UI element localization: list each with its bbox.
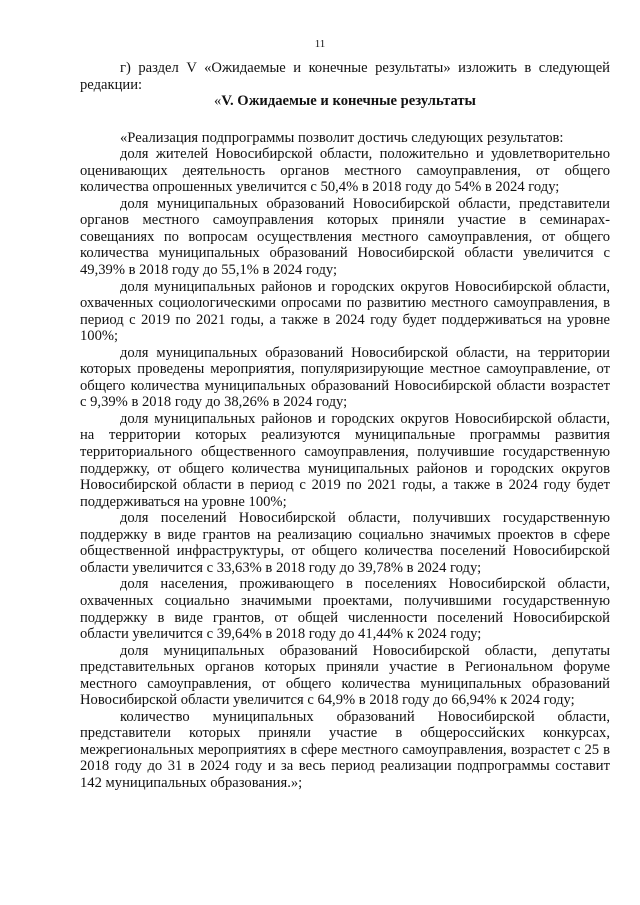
section-heading bbox=[80, 93, 610, 110]
paragraph-result-4: доля муниципальных образований Новосибирской области, на территории которых проведены мероприятия, популяризирующие местное самоуправление, от общего количества муниципальных образований Новосибирской области возрастет с 9,39% в 2018 году до 38,26% в 2024 году; bbox=[80, 344, 610, 411]
paragraph-result-5: доля муниципальных районов и городских округов Новосибирской области, на территории которых реализуются муниципальные программы развития территориального общественного самоуправления, получившие государственную поддержку, от общего количества муниципальных районов и городских округов Новосибирской области в период с 2019 по 2021 годы, а также в 2024 году будет поддерживаться на уровне 100%; bbox=[80, 410, 610, 510]
paragraph-result-3: доля муниципальных районов и городских округов Новосибирской области, охваченных социологическими опросами по развитию местного самоуправления, в период с 2019 по 2021 годы, а также в 2024 году будет поддерживаться на уровне 100%; bbox=[80, 278, 610, 345]
heading-title: V. Ожидаемые и конечные результаты bbox=[221, 93, 476, 110]
document-body bbox=[80, 60, 610, 792]
paragraph-result-9: количество муниципальных образований Новосибирской области, представители которых приняли участие в общероссийских конкурсах, межрегиональных мероприятиях в сфере местного самоуправления, возрастет с 25 в 2018 году до 31 в 2024 году и за весь период реализации подпрограммы составит 142 муниципальных образования.»; bbox=[80, 708, 610, 791]
paragraph-result-6: доля поселений Новосибирской области, получивших государственную поддержку в виде грантов на реализацию социально значимых проектов в сфере общественной инфраструктуры, от общего количества поселений Новосибирской области увеличится с 33,63% в 2018 году до 39,78% в 2024 году; bbox=[80, 510, 610, 576]
intro-paragraph: г) раздел V «Ожидаемые и конечные результаты» изложить в следующей редакции: bbox=[80, 60, 610, 93]
paragraph-result-1: доля жителей Новосибирской области, положительно и удовлетворительно оценивающих деятельность органов местного самоуправления, от общего количества опрошенных увеличится с 50,4% в 2018 году до 54% в 2024 году; bbox=[80, 146, 610, 196]
paragraph-result-2: доля муниципальных образований Новосибирской области, представители органов местного самоуправления которых приняли участие в семинарах-совещаниях по вопросам осуществления местного самоуправления, от общего количества муниципальных образований Новосибирской области увеличится с 49,39% в 2018 году до 55,1% в 2024 году; bbox=[80, 195, 610, 279]
paragraph-result-7: доля населения, проживающего в поселениях Новосибирской области, охваченных социально значимыми проектами, получившими государственную поддержку в виде грантов, от общей численности поселений Новосибирской области увеличится с 39,64% в 2018 году до 41,44% к 2024 году; bbox=[80, 576, 610, 643]
paragraph-result-8: доля муниципальных образований Новосибирской области, депутаты представительных органов которых приняли участие в Региональном форуме местного самоуправления, от общего количества муниципальных образований Новосибирской области увеличится с 64,9% в 2018 году до 66,94% к 2024 году; bbox=[80, 642, 610, 709]
paragraph-lead: «Реализация подпрограммы позволит достичь следующих результатов: bbox=[120, 129, 564, 146]
page-number: 11 bbox=[314, 38, 326, 50]
heading-open-quote: « bbox=[214, 93, 222, 110]
